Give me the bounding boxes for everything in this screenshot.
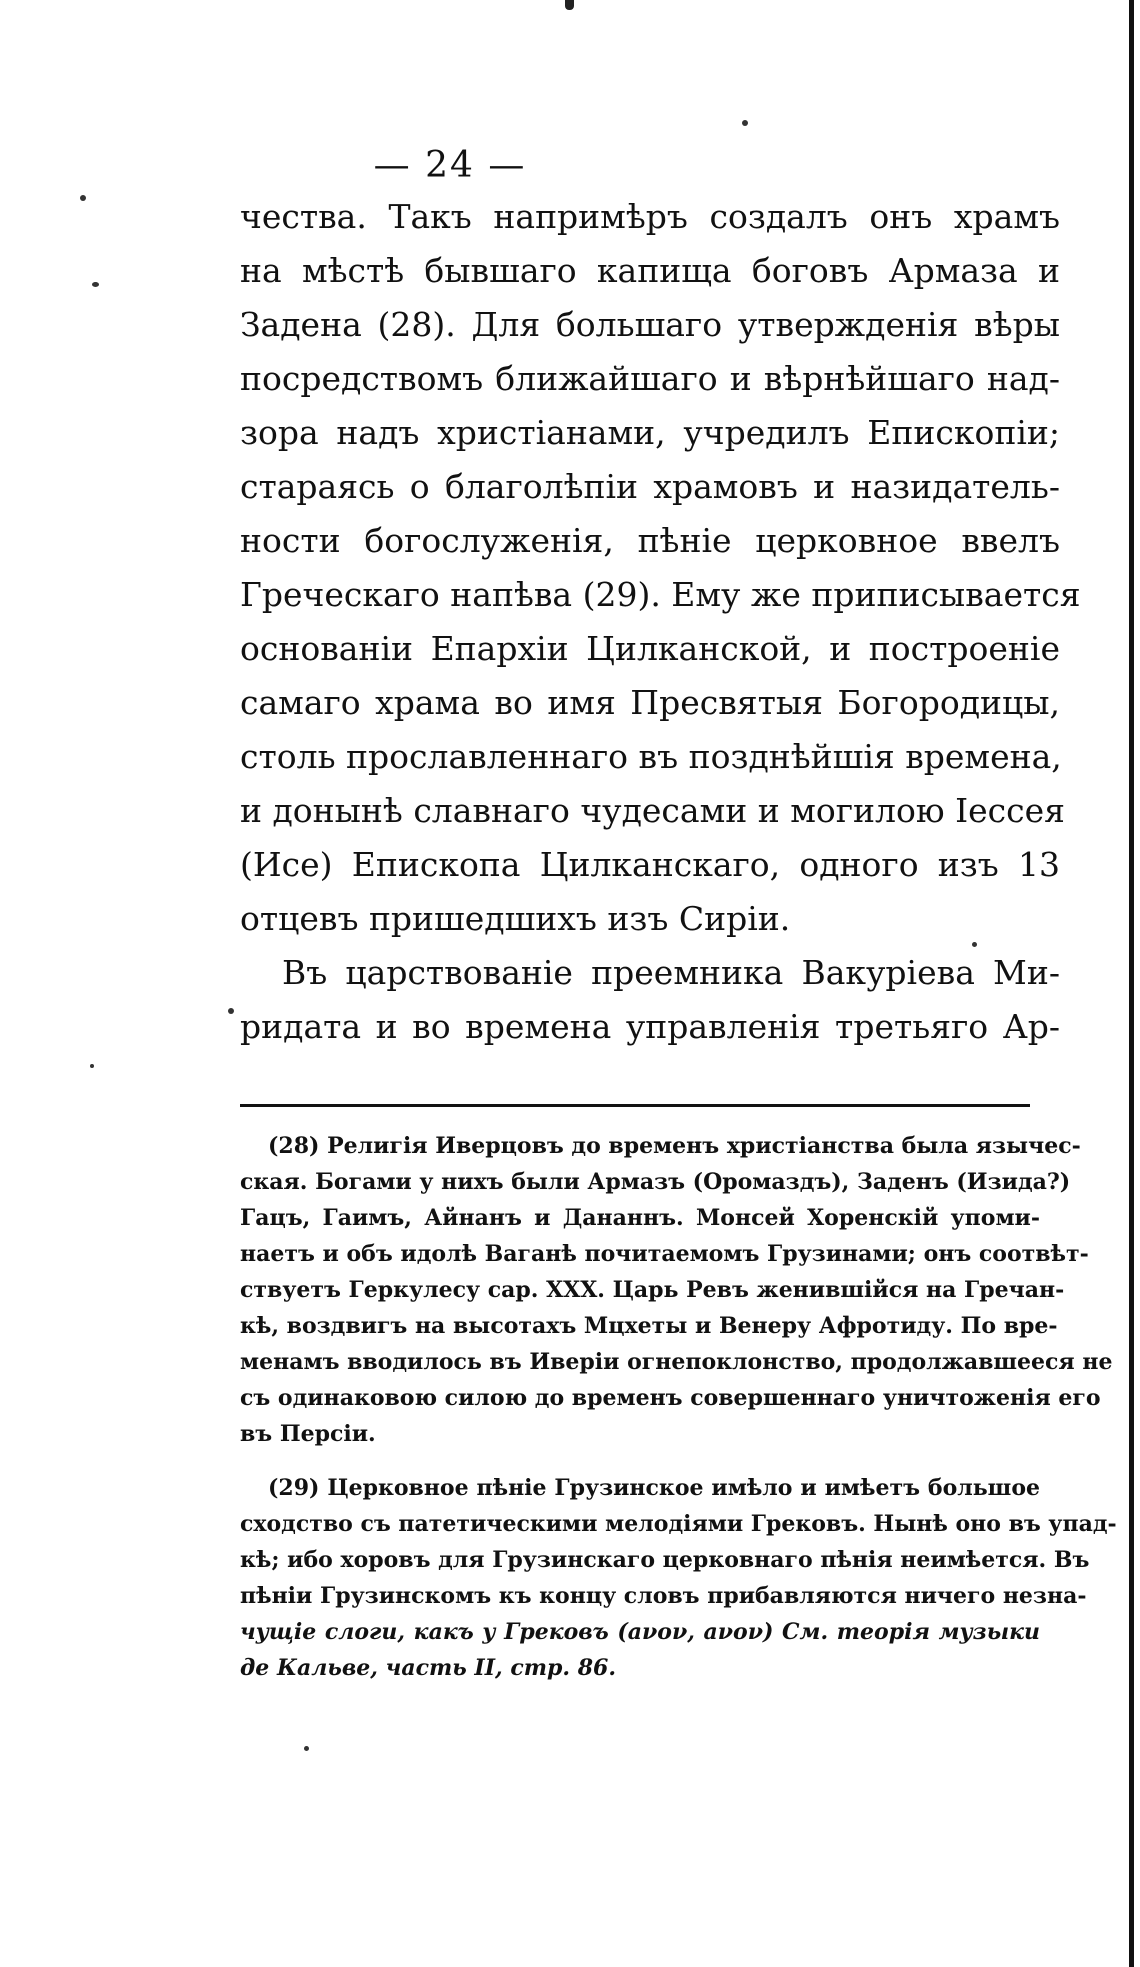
footnote-line: де Кальве, часть II, стр. 86. [240,1655,616,1681]
text-line: самаго храма во имя Пресвятыя Богородицы, [240,683,1060,722]
scan-speck [972,942,977,947]
footnote-line: кѣ, воздвигъ на высотахъ Мцхеты и Венеру Афротиду. По вре- [240,1313,1058,1339]
page-top-mark [565,0,574,10]
page-number: — 24 — [373,145,527,186]
text-line: (Исе) Епископа Цилканскаго, одного изъ 13 [240,845,1060,884]
text-line: Задена (28). Для большаго утвержденія вѣры [240,305,1060,344]
text-line: и донынѣ славнаго чудесами и могилою Іессея [240,791,1065,830]
text-line: зора надъ христіанами, учредилъ Епископіи; [240,413,1060,452]
footnote-line: кѣ; ибо хоровъ для Грузинскаго церковнаго пѣнія неимѣется. Въ [240,1547,1090,1573]
text-line: посредствомъ ближайшаго и вѣрнѣйшаго над- [240,359,1060,398]
text-line: Греческаго напѣва (29). Ему же приписывается [240,575,1081,614]
footnote-line: сходство съ патетическими мелодіями Грековъ. Нынѣ оно въ упад- [240,1511,1117,1537]
footnote-line: (28) Религія Иверцовъ до временъ христіанства была язычес- [268,1133,1081,1159]
scan-speck [90,1064,94,1068]
page-edge-rule [1129,0,1134,1967]
text-line: отцевъ пришедшихъ изъ Сиріи. [240,899,791,938]
footnote-line: съ одинаковою силою до временъ совершеннаго уничтоженія его [240,1385,1101,1411]
scan-speck [304,1746,309,1751]
footnotes [240,1128,1117,1686]
scan-speck [92,282,99,287]
footnote-line: (29) Церковное пѣніе Грузинское имѣло и имѣетъ большое [268,1475,1040,1501]
text-line: столь прославленнаго въ позднѣйшія времена, [240,737,1062,776]
text-line: ности богослуженія, пѣніе церковное ввелъ [240,521,1060,560]
footnote-line: Гацъ, Гаимъ, Айнанъ и Дананнъ. Монсей Хоренскій упоми- [240,1205,1040,1231]
footnote-line: ская. Богами у нихъ были Армазъ (Оромаздъ), Заденъ (Изида?) [240,1169,1071,1195]
footnote-line: наетъ и объ идолѣ Ваганѣ почитаемомъ Грузинами; онъ соотвѣт- [240,1241,1089,1267]
footnote-line: пѣніи Грузинскомъ къ концу словъ прибавляются ничего незна- [240,1583,1087,1609]
footnote-29 [240,1470,1117,1686]
footnote-separator [240,1104,1030,1107]
text-line: основаніи Епархіи Цилканской, и построеніе [240,629,1060,668]
text-line: на мѣстѣ бывшаго капища боговъ Армаза и [240,251,1060,290]
footnote-line: чущіе слоги, какъ у Грековъ (аνоν, аνоν) См. теорія музыки [240,1619,1040,1645]
scan-speck [742,120,748,126]
text-line: Въ царствованіе преемника Вакуріева Ми- [282,953,1060,992]
text-line: ридата и во времена управленія третьяго Ар- [240,1007,1060,1046]
footnote-line: менамъ вводилось въ Иверіи огнепоклонство, продолжавшееся не [240,1349,1113,1375]
scan-speck [228,1008,234,1014]
main-text [240,190,1081,1054]
text-line: стараясь о благолѣпіи храмовъ и назидатель- [240,467,1060,506]
footnote-28 [240,1128,1113,1452]
footnote-line: въ Персіи. [240,1421,376,1447]
footnote-line: ствуетъ Геркулесу сар. XXX. Царь Ревъ женившійся на Гречан- [240,1277,1065,1303]
scan-speck [80,195,86,201]
text-line: чества. Такъ напримѣръ создалъ онъ храмъ [240,197,1060,236]
